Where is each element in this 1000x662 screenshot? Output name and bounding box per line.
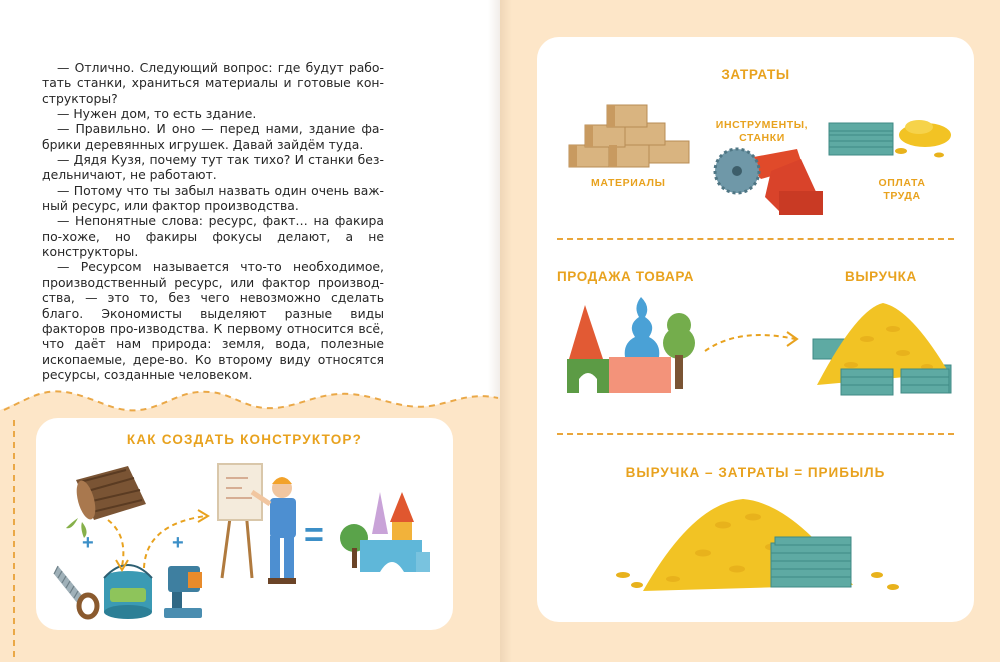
construct-card bbox=[36, 418, 453, 630]
dashed-divider bbox=[557, 238, 954, 240]
saw-icon bbox=[54, 562, 104, 622]
plus-sign: + bbox=[82, 532, 94, 554]
dashed-arrow-icon bbox=[699, 323, 809, 363]
tools-label-line: ИНСТРУМЕНТЫ, bbox=[715, 119, 809, 131]
labor-label-line: ТРУДА bbox=[883, 190, 921, 202]
toy-castle-icon bbox=[336, 482, 436, 582]
dashed-divider bbox=[557, 433, 954, 435]
sales-label: ПРОДАЖА ТОВАРА bbox=[557, 269, 695, 284]
plus-sign: + bbox=[172, 532, 184, 554]
wooden-planks-icon bbox=[567, 101, 697, 171]
story-text bbox=[42, 60, 384, 382]
construct-title: КАК СОЗДАТЬ КОНСТРУКТОР? bbox=[126, 432, 363, 447]
costs-title: ЗАТРАТЫ bbox=[721, 67, 790, 82]
coin-pile-profit-icon bbox=[613, 495, 913, 595]
profit-formula: ВЫРУЧКА – ЗАТРАТЫ = ПРИБЫЛЬ bbox=[625, 465, 886, 480]
toy-blocks-icon bbox=[563, 295, 693, 395]
paragraph: — Потому что ты забыл назвать один очень важ-ный ресурс, или фактор производства. bbox=[42, 182, 384, 214]
glue-can-icon bbox=[100, 568, 160, 624]
money-and-coins-icon bbox=[827, 115, 957, 181]
paragraph: — Ресурсом называется что-то необходимое, производственный ресурс, или фактор производ-ства, — это то, без чего невозможно сделать благо. Экономисты выделяют разные виды факторов про-изводства. К первому относится всё, что даёт нам природа: земля, вода, полезные ископаемые, дере-во. Ко второму виду относятся ресурсы, созданные человеком. bbox=[42, 259, 384, 382]
materials-label: МАТЕРИАЛЫ bbox=[591, 177, 666, 189]
economics-card bbox=[537, 37, 974, 622]
paragraph: — Отлично. Следующий вопрос: где будут рабо-тать станки, храниться материалы и готовые кон-структоры? bbox=[42, 60, 384, 106]
coin-pile-revenue-icon bbox=[807, 299, 957, 399]
dashed-arrow-icon bbox=[136, 504, 216, 574]
saw-machine-icon bbox=[713, 141, 825, 217]
equals-sign: = bbox=[304, 516, 324, 554]
labor-label-line: ОПЛАТА bbox=[878, 177, 926, 189]
labor-label bbox=[857, 177, 947, 203]
paragraph: — Правильно. И оно — перед нами, здание фа-брики деревянных игрушек. Давай зайдём туда. bbox=[42, 121, 384, 152]
tools-label-line: СТАНКИ bbox=[739, 132, 785, 144]
revenue-label: ВЫРУЧКА bbox=[845, 269, 917, 284]
paragraph: — Нужен дом, то есть здание. bbox=[57, 106, 257, 122]
paragraph: — Непонятные слова: ресурс, факт… на факира по-хоже, но факиры фокусы делают, а не конструкторы. bbox=[42, 213, 384, 260]
paragraph: — Дядя Кузя, почему тут так тихо? И станки без-дельничают, не работают. bbox=[42, 152, 384, 183]
